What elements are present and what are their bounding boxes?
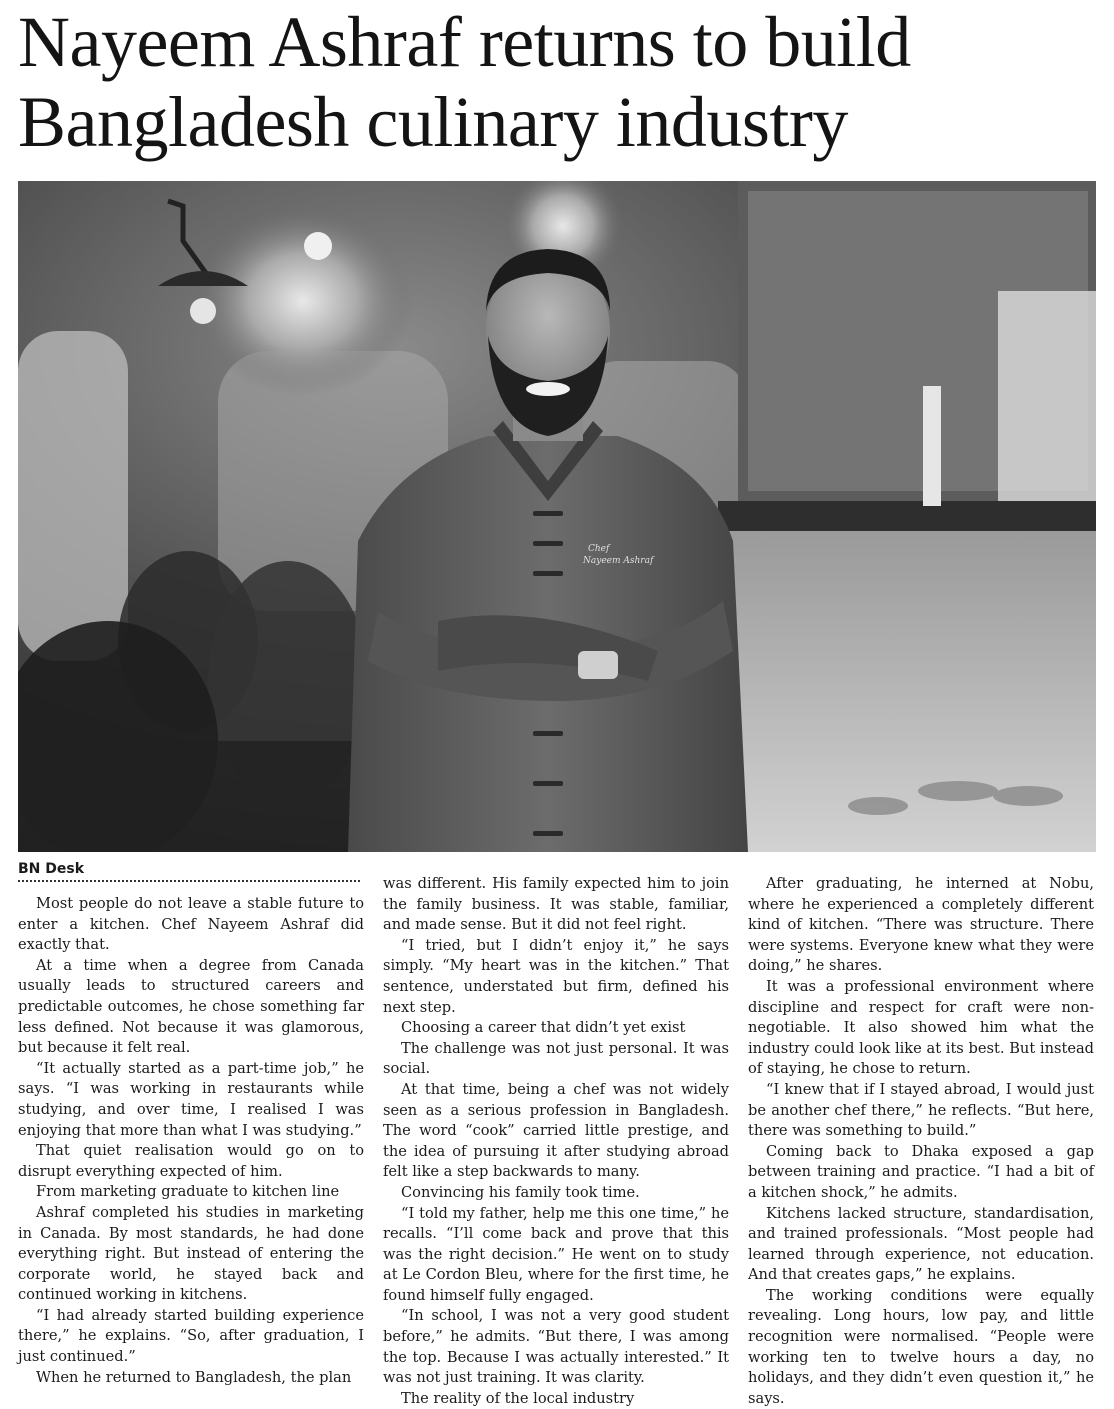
article-paragraph: “I knew that if I stayed abroad, I would just be another chef there,” he reflects. “But here, there was something to build.” [748, 1080, 1094, 1140]
article-paragraph: “In school, I was not a very good student before,” he admits. “But there, I was among the top. Because I was actually interested.” It was not just training. It was clarity. [383, 1307, 729, 1387]
column-1 [18, 894, 364, 1388]
headline-line-1: Nayeem Ashraf returns to build [18, 2, 911, 82]
article-paragraph: At a time when a degree from Canada usually leads to structured careers and predictable outcomes, he chose something far less defined. Not because it was glamorous, but because it felt real. [18, 956, 364, 1057]
column-3 [748, 874, 1094, 1409]
article-paragraph: Ashraf completed his studies in marketing in Canada. By most standards, he had done everything right. But instead of entering the corporate world, he stayed back and continued working in kitchens. [18, 1203, 364, 1304]
article-paragraph: When he returned to Bangladesh, the plan [36, 1368, 352, 1386]
article-paragraph: It was a professional environment where discipline and respect for craft were non-negotiable. It also showed him what the industry could look like at its best. But instead of staying, he chose to return. [748, 977, 1094, 1078]
article-paragraph: Choosing a career that didn’t yet exist [401, 1019, 686, 1037]
article-paragraph: Most people do not leave a stable future to enter a kitchen. Chef Nayeem Ashraf did exactly that. [18, 895, 364, 954]
article-paragraph: That quiet realisation would go on to disrupt everything expected of him. [18, 1142, 364, 1180]
article-paragraph: “I told my father, help me this one time,” he recalls. “I’ll come back and prove that this was the right decision.” He went on to study at Le Cordon Bleu, where for the first time, he found himself fully engaged. [383, 1204, 729, 1304]
article-paragraph: The challenge was not just personal. It was social. [383, 1039, 729, 1078]
article-paragraph: Convincing his family took time. [401, 1183, 640, 1201]
article-paragraph: The working conditions were equally revealing. Long hours, low pay, and little recognition were normalised. “People were working ten to twelve hours a day, no holidays, and they didn’t even question it,” he says. [748, 1286, 1094, 1407]
headline [18, 2, 1108, 162]
article-paragraph: “I tried, but I didn’t enjoy it,” he says simply. “My heart was in the kitchen.” That sentence, understated but firm, defined his next step. [383, 936, 729, 1016]
article-paragraph: From marketing graduate to kitchen line [36, 1183, 340, 1201]
headline-line-2: Bangladesh culinary industry [18, 82, 848, 162]
byline: BN Desk [18, 861, 360, 882]
article-paragraph: Coming back to Dhaka exposed a gap between training and practice. “I had a bit of a kitchen shock,” he admits. [748, 1142, 1094, 1201]
article-paragraph: At that time, being a chef was not widely seen as a serious profession in Bangladesh. The word “cook” carried little prestige, and the idea of pursuing it after studying abroad felt like a step backwards to many. [383, 1080, 729, 1181]
article-paragraph: The reality of the local industry [401, 1389, 635, 1407]
column-2-lead-paragraph: was different. His family expected him to join the family business. It was stable, familiar, and made sense. But it did not feel right. [383, 875, 729, 934]
article-paragraph: Kitchens lacked structure, standardisation, and trained professionals. “Most people had learned through experience, not education. And that creates gaps,” he explains. [748, 1204, 1094, 1284]
article-paragraph: “It actually started as a part-time job,” he says. “I was working in restaurants while studying, and over time, I realised I was enjoying that more than what I was studying.” [18, 1059, 364, 1139]
column-2 [383, 874, 729, 1409]
chef-portrait-photo [18, 181, 1096, 852]
jacket-embroidery-line-2: Nayeem Ashraf [583, 556, 654, 566]
article-paragraph: “I had already started building experience there,” he explains. “So, after graduation, I just continued.” [18, 1306, 364, 1366]
jacket-embroidery-line-1: Chef [588, 544, 610, 554]
article-paragraph: After graduating, he interned at Nobu, where he experienced a completely different kind of kitchen. “There was structure. There were systems. Everyone knew what they were doing,” he shares. [748, 875, 1094, 975]
